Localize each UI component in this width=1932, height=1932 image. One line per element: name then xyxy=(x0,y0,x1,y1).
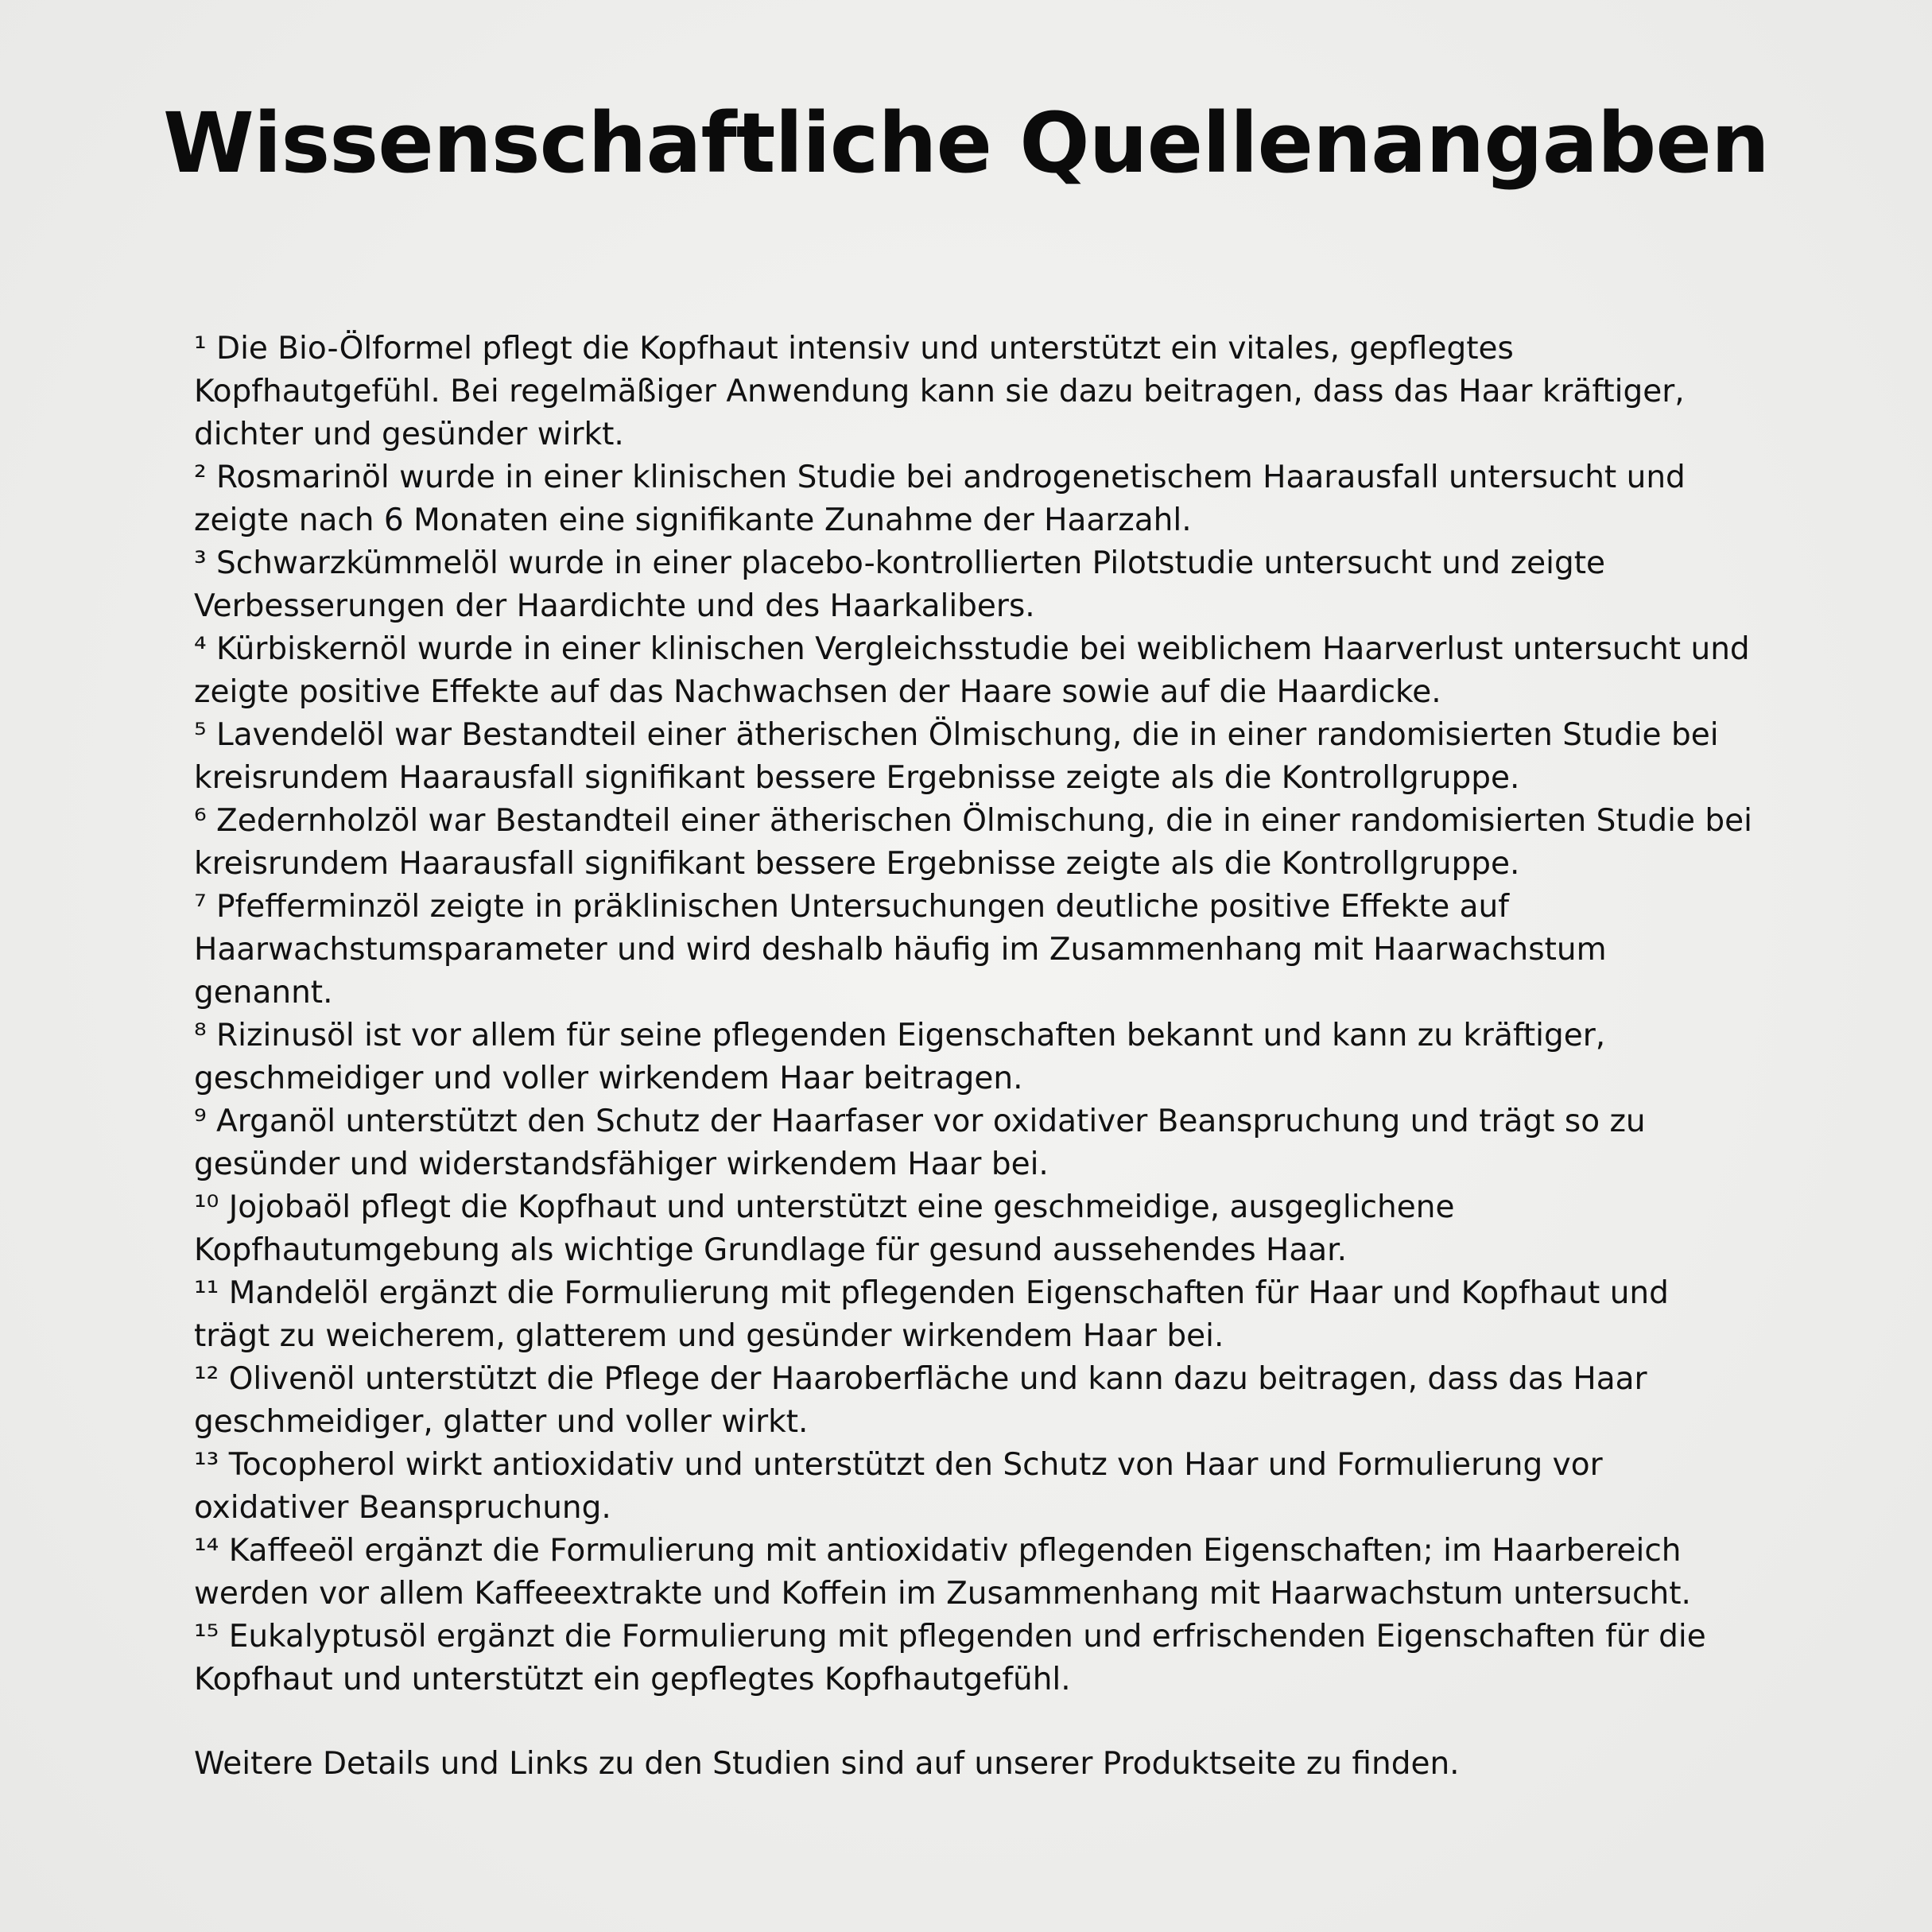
reference-number: ⁶ xyxy=(194,803,207,839)
reference-item-11 xyxy=(194,1272,1752,1358)
reference-list xyxy=(194,328,1752,1701)
reference-item-12 xyxy=(194,1358,1752,1444)
reference-number: ¹⁴ xyxy=(194,1533,219,1569)
reference-item-6 xyxy=(194,800,1752,886)
reference-text: Arganöl unterstützt den Schutz der Haarfaser vor oxidativer Beanspruchung und trägt so zu gesünder und widerstandsfähiger wirkendem Haar bei. xyxy=(194,1104,1646,1182)
reference-text: Pfefferminzöl zeigte in präklinischen Untersuchungen deutliche positive Effekte auf Haarwachstumsparameter und wird deshalb häufig im Zusammenhang mit Haarwachstum genannt. xyxy=(194,889,1607,1011)
reference-number: ⁵ xyxy=(194,717,207,753)
reference-text: Kürbiskernöl wurde in einer klinischen Vergleichsstudie bei weiblichem Haarverlust untersucht und zeigte positive Effekte auf das Nachwachsen der Haare sowie auf die Haardicke. xyxy=(194,631,1750,710)
reference-number: ¹⁵ xyxy=(194,1619,219,1655)
reference-text: Mandelöl ergänzt die Formulierung mit pflegenden Eigenschaften für Haar und Kopfhaut und trägt zu weicherem, glatterem und gesünder wirkendem Haar bei. xyxy=(194,1275,1669,1354)
reference-item-9 xyxy=(194,1100,1752,1186)
reference-number: ⁹ xyxy=(194,1104,207,1139)
reference-number: ⁸ xyxy=(194,1018,207,1053)
reference-number: ² xyxy=(194,460,207,495)
reference-item-5 xyxy=(194,714,1752,800)
reference-text: Schwarzkümmelöl wurde in einer placebo-kontrollierten Pilotstudie untersucht und zeigte Verbesserungen der Haardichte und des Haarkalibers. xyxy=(194,545,1606,624)
reference-number: ¹ xyxy=(194,331,207,367)
reference-item-7 xyxy=(194,886,1752,1014)
reference-item-2 xyxy=(194,456,1752,542)
reference-text: Tocopherol wirkt antioxidativ und unterstützt den Schutz von Haar und Formulierung vor oxidativer Beanspruchung. xyxy=(194,1447,1603,1526)
footer-note: Weitere Details und Links zu den Studien sind auf unserer Produktseite zu finden. xyxy=(194,1746,1460,1782)
reference-number: ⁷ xyxy=(194,889,207,925)
reference-text: Olivenöl unterstützt die Pflege der Haaroberfläche und kann dazu beitragen, dass das Haar geschmeidiger, glatter und voller wirkt. xyxy=(194,1361,1647,1440)
reference-text: Jojobaöl pflegt die Kopfhaut und unterstützt eine geschmeidige, ausgeglichene Kopfhautumgebung als wichtige Grundlage für gesund aussehendes Haar. xyxy=(194,1189,1455,1268)
reference-text: Zedernholzöl war Bestandteil einer ätherischen Ölmischung, die in einer randomisierten Studie bei kreisrundem Haarausfall signifikant bessere Ergebnisse zeigte als die Kontrollgruppe. xyxy=(194,803,1752,882)
reference-item-3 xyxy=(194,542,1752,628)
reference-item-10 xyxy=(194,1186,1752,1272)
reference-text: Eukalyptusöl ergänzt die Formulierung mit pflegenden und erfrischenden Eigenschaften für die Kopfhaut und unterstützt ein gepflegtes Kopfhautgefühl. xyxy=(194,1619,1706,1697)
reference-item-8 xyxy=(194,1014,1752,1100)
reference-item-14 xyxy=(194,1530,1752,1616)
reference-text: Lavendelöl war Bestandteil einer ätherischen Ölmischung, die in einer randomisierten Studie bei kreisrundem Haarausfall signifikant bessere Ergebnisse zeigte als die Kontrollgruppe. xyxy=(194,717,1719,796)
reference-number: ¹³ xyxy=(194,1447,219,1483)
reference-item-1 xyxy=(194,328,1752,456)
reference-number: ¹² xyxy=(194,1361,219,1397)
reference-number: ¹¹ xyxy=(194,1275,219,1311)
page-title: Wissenschaftliche Quellenangaben xyxy=(163,95,1769,192)
reference-item-13 xyxy=(194,1444,1752,1530)
reference-number: ³ xyxy=(194,545,207,581)
reference-text: Rizinusöl ist vor allem für seine pflegenden Eigenschaften bekannt und kann zu kräftiger, geschmeidiger und voller wirkendem Haar beitragen. xyxy=(194,1018,1606,1096)
reference-item-15 xyxy=(194,1616,1752,1701)
reference-item-4 xyxy=(194,628,1752,714)
reference-number: ⁴ xyxy=(194,631,207,667)
reference-text: Rosmarinöl wurde in einer klinischen Studie bei androgenetischem Haarausfall untersucht und zeigte nach 6 Monaten eine signifikante Zunahme der Haarzahl. xyxy=(194,460,1686,538)
reference-text: Die Bio-Ölformel pflegt die Kopfhaut intensiv und unterstützt ein vitales, gepflegtes Kopfhautgefühl. Bei regelmäßiger Anwendung kann sie dazu beitragen, dass das Haar kräftiger, dichter und gesünder wirkt. xyxy=(194,331,1685,452)
reference-text: Kaffeeöl ergänzt die Formulierung mit antioxidativ pflegenden Eigenschaften; im Haarbereich werden vor allem Kaffeeextrakte und Koffein im Zusammenhang mit Haarwachstum untersucht. xyxy=(194,1533,1691,1612)
reference-number: ¹⁰ xyxy=(194,1189,219,1225)
